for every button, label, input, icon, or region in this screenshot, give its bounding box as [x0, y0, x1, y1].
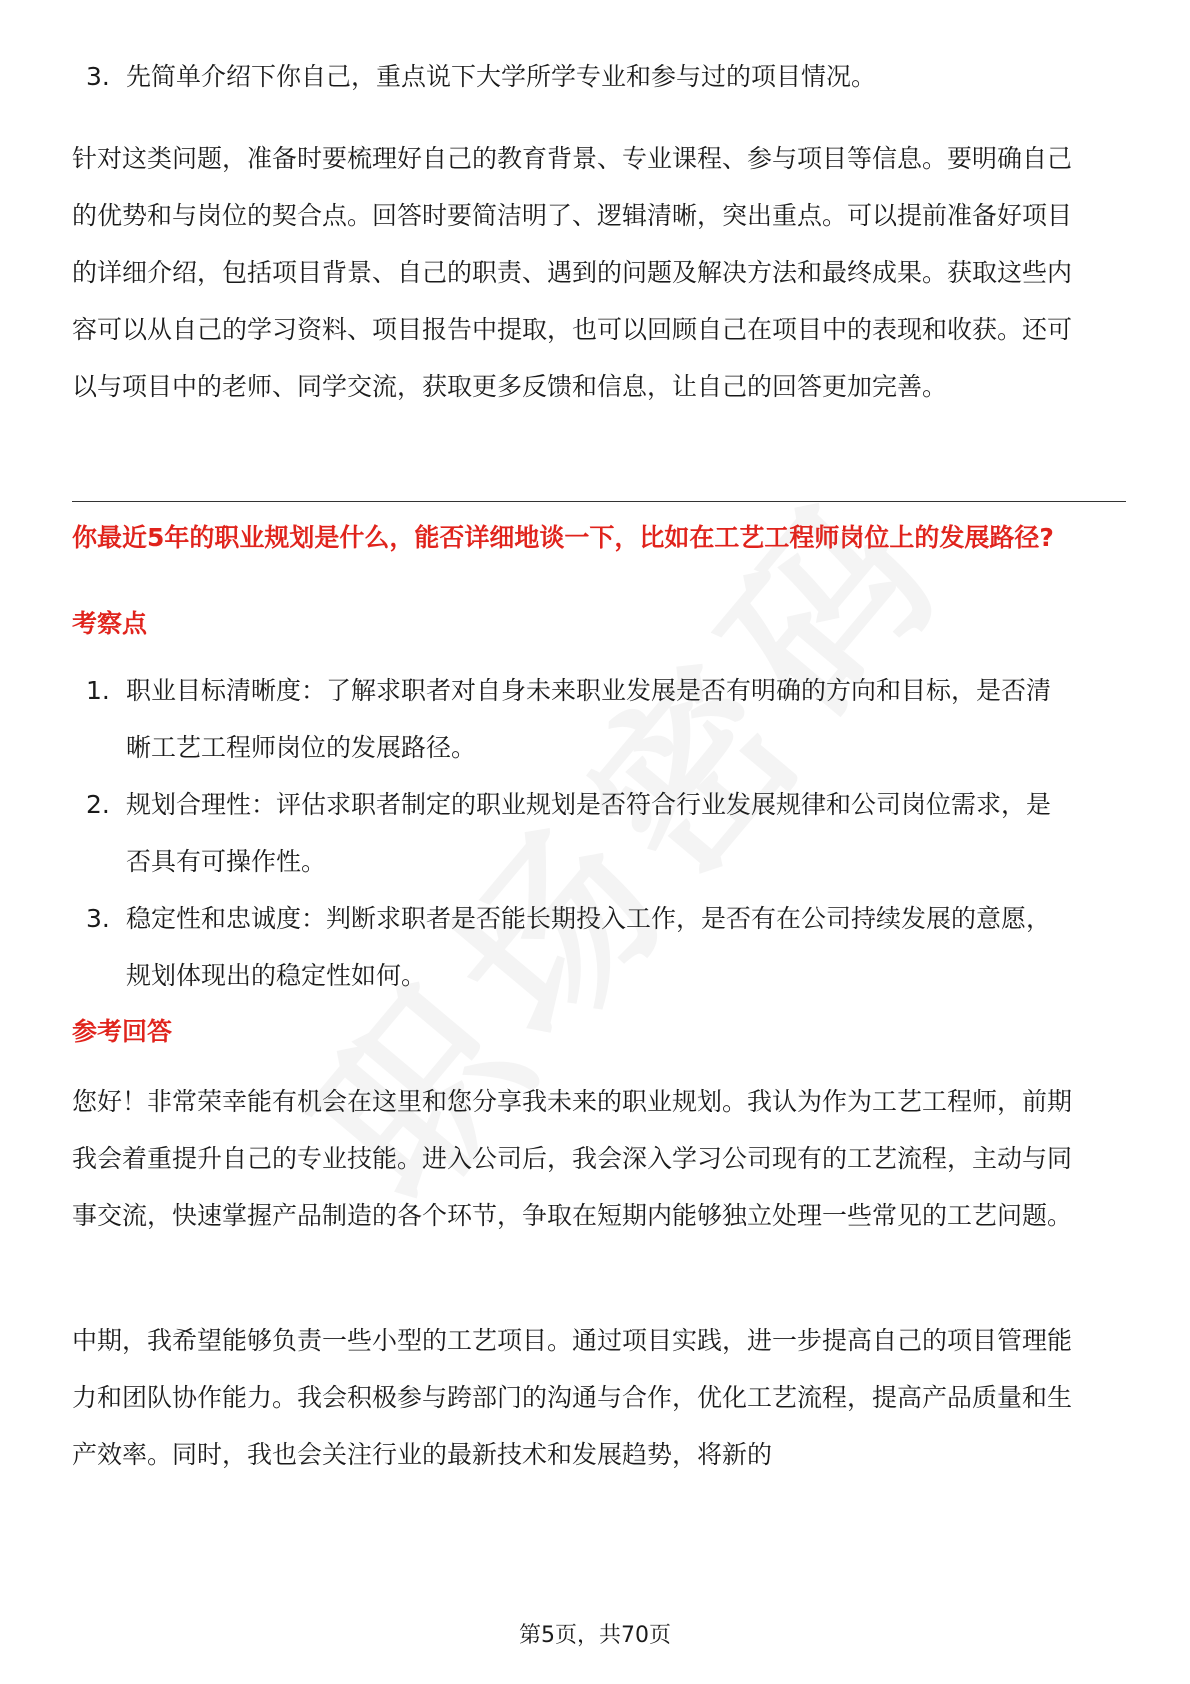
answer-paragraph: 中期，我希望能够负责一些小型的工艺项目。通过项目实践，进一步提高自己的项目管理能力和团队协作能力。我会积极参与跨部门的沟通与合作，优化工艺流程，提高产品质量和生产效率。同时，我也会关注行业的最新技术和发展趋势，将新的	[72, 1326, 1073, 1469]
intro-list	[72, 48, 1072, 105]
section-divider	[72, 501, 1126, 502]
list-item-text: 稳定性和忠诚度：判断求职者是否能长期投入工作，是否有在公司持续发展的意愿，规划体现出的稳定性如何。	[126, 904, 1052, 990]
question-title: 你最近5年的职业规划是什么，能否详细地谈一下，比如在工艺工程师岗位上的发展路径?	[72, 523, 1054, 552]
list-item	[72, 662, 1072, 776]
list-item	[72, 890, 1072, 1004]
list-item-number: 3.	[86, 904, 110, 933]
list-item-text: 规划合理性：评估求职者制定的职业规划是否符合行业发展规律和公司岗位需求，是否具有可操作性。	[126, 790, 1052, 876]
list-item-number: 2.	[86, 790, 110, 819]
list-item	[72, 776, 1072, 890]
answer-heading: 参考回答	[72, 1017, 173, 1046]
list-item-number: 3.	[86, 62, 110, 91]
answer-paragraph: 您好！非常荣幸能有机会在这里和您分享我未来的职业规划。我认为作为工艺工程师，前期我会着重提升自己的专业技能。进入公司后，我会深入学习公司现有的工艺流程，主动与同事交流，快速掌握产品制造的各个环节，争取在短期内能够独立处理一些常见的工艺问题。	[72, 1087, 1073, 1230]
list-item-text: 先简单介绍下你自己，重点说下大学所学专业和参与过的项目情况。	[126, 62, 877, 91]
points-list	[72, 662, 1072, 1004]
intro-paragraph: 针对这类问题，准备时要梳理好自己的教育背景、专业课程、参与项目等信息。要明确自己的优势和与岗位的契合点。回答时要简洁明了、逻辑清晰，突出重点。可以提前准备好项目的详细介绍，包括项目背景、自己的职责、遇到的问题及解决方法和最终成果。获取这些内容可以从自己的学习资料、项目报告中提取，也可以回顾自己在项目中的表现和收获。还可以与项目中的老师、同学交流，获取更多反馈和信息，让自己的回答更加完善。	[72, 144, 1073, 401]
list-item-number: 1.	[86, 676, 110, 705]
list-item	[72, 48, 1072, 105]
page-footer: 第5页，共70页	[519, 1623, 671, 1648]
points-heading: 考察点	[72, 609, 148, 638]
list-item-text: 职业目标清晰度：了解求职者对自身未来职业发展是否有明确的方向和目标，是否清晰工艺工程师岗位的发展路径。	[126, 676, 1052, 762]
